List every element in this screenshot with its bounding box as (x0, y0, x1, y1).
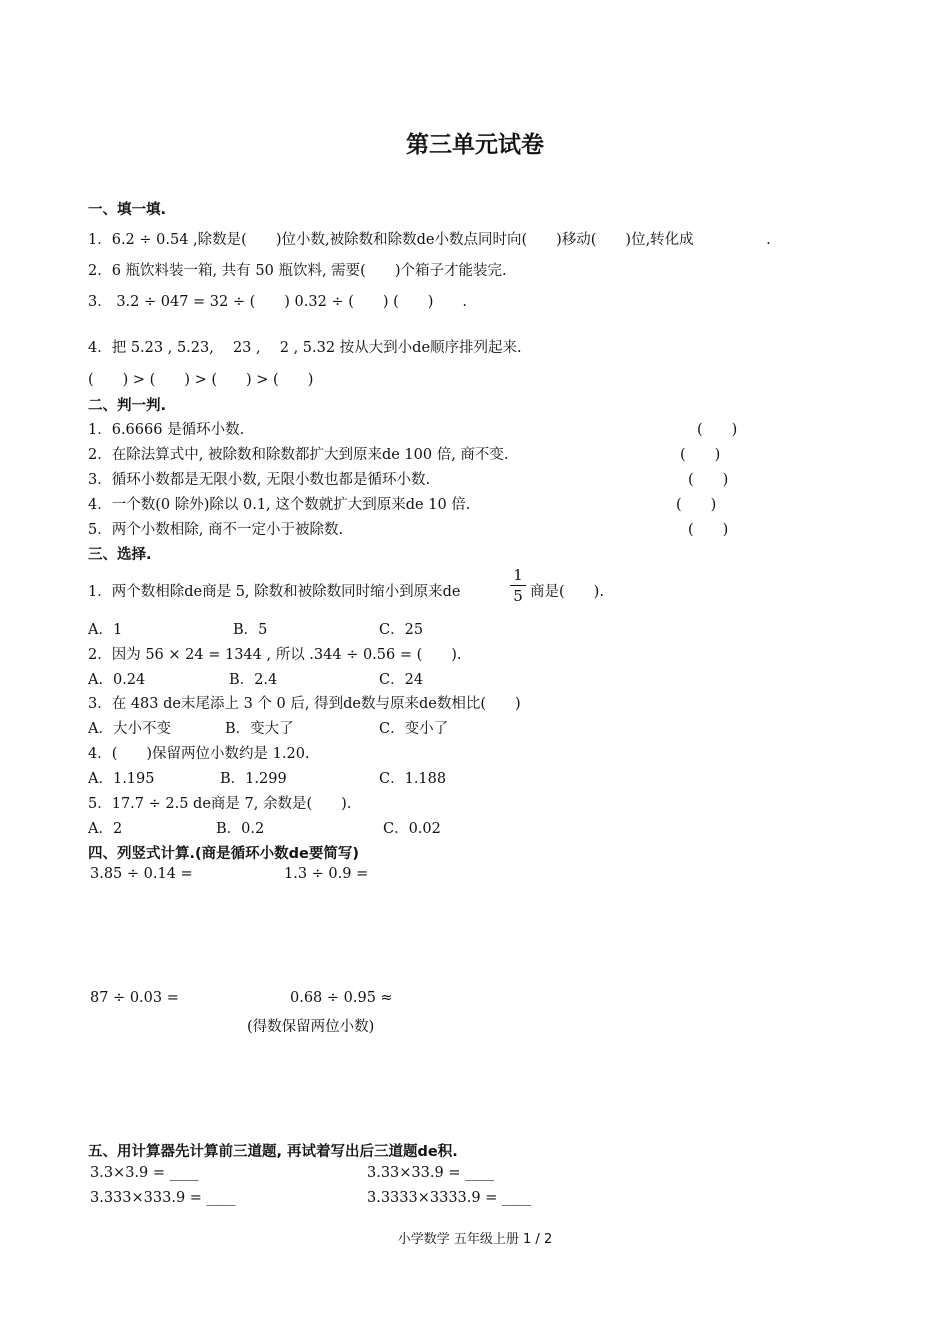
s3-q2-option-a: A．0.24 (88, 672, 146, 688)
s3-question-2: 2．因为 56 × 24 = 1344 , 所以 .344 ÷ 0.56 = ( ). (88, 647, 462, 663)
s5-expression-2: 3.33×33.9 = ____ (367, 1165, 495, 1181)
s4-expression-1: 3.85 ÷ 0.14 = (90, 866, 193, 882)
s2-item-4-bracket: ( ) (676, 497, 717, 513)
s3-q5-option-b: B．0.2 (216, 821, 265, 837)
s1-question-2: 2．6 瓶饮料装一箱, 共有 50 瓶饮料, 需要( )个箱子才能装完. (88, 263, 507, 279)
s3-q2-option-b: B．2.4 (229, 672, 278, 688)
s4-expression-4: 0.68 ÷ 0.95 ≈ (290, 990, 393, 1006)
s2-item-3-bracket: ( ) (688, 472, 729, 488)
s5-expression-3: 3.333×333.9 = ____ (90, 1190, 236, 1206)
s3-question-3: 3．在 483 de末尾添上 3 个 0 后, 得到de数与原来de数相比( ) (88, 696, 521, 712)
s3-question-5: 5．17.7 ÷ 2.5 de商是 7, 余数是( ). (88, 796, 352, 812)
s2-item-3: 3．循环小数都是无限小数, 无限小数也都是循环小数. (88, 472, 431, 488)
section-1-heading: 一、填一填. (88, 202, 167, 218)
section-2-heading: 二、判一判. (88, 398, 167, 414)
s3-q4-option-a: A．1.195 (88, 771, 155, 787)
s4-expression-2: 1.3 ÷ 0.9 = (284, 866, 369, 882)
s2-item-1-bracket: ( ) (697, 422, 738, 438)
s1-question-4-answer: ( ) > ( ) > ( ) > ( ) (88, 372, 314, 388)
s5-expression-1: 3.3×3.9 = ____ (90, 1165, 199, 1181)
s3-q5-option-a: A．2 (88, 821, 123, 837)
s2-item-5-bracket: ( ) (688, 522, 729, 538)
s3-q2-option-c: C．24 (379, 672, 424, 688)
section-4-heading: 四、列竖式计算.(商是循环小数de要简写) (88, 846, 359, 862)
fraction-numerator: 1 (513, 566, 523, 584)
s4-expression-3: 87 ÷ 0.03 = (90, 990, 179, 1006)
s2-item-4: 4．一个数(0 除外)除以 0.1, 这个数就扩大到原来de 10 倍. (88, 497, 471, 513)
s1-question-1: 1．6.2 ÷ 0.54 ,除数是( )位小数,被除数和除数de小数点同时向( )移动( )位,转化成 . (88, 232, 771, 248)
s3-question-1-fraction (510, 566, 526, 605)
s3-question-1-tail: 商是( ). (530, 584, 604, 600)
s2-item-5: 5．两个小数相除, 商不一定小于被除数. (88, 522, 344, 538)
s3-q5-option-c: C．0.02 (383, 821, 441, 837)
s3-q3-option-a: A．大小不变 (88, 721, 171, 737)
section-5-heading: 五、用计算器先计算前三道题, 再试着写出后三道题de积. (88, 1144, 458, 1160)
s2-item-2-bracket: ( ) (680, 447, 721, 463)
section-3-heading: 三、选择. (88, 547, 152, 563)
s3-q1-option-a: A．1 (88, 622, 123, 638)
s3-q4-option-b: B．1.299 (220, 771, 287, 787)
s3-q3-option-b: B．变大了 (225, 721, 294, 737)
s2-item-2: 2．在除法算式中, 被除数和除数都扩大到原来de 100 倍, 商不变. (88, 447, 509, 463)
s5-expression-4: 3.3333×3333.9 = ____ (367, 1190, 531, 1206)
s3-q4-option-c: C．1.188 (379, 771, 447, 787)
s3-question-4: 4．( )保留两位小数约是 1.20. (88, 746, 310, 762)
page-footer: 小学数学 五年级上册 1 / 2 (397, 1232, 553, 1247)
s2-item-1: 1．6.6666 是循环小数. (88, 422, 245, 438)
s4-expression-4-note: (得数保留两位小数) (247, 1019, 375, 1035)
s3-q1-option-c: C．25 (379, 622, 424, 638)
fraction-denominator: 5 (513, 587, 523, 605)
page-title: 第三单元试卷 (406, 132, 544, 158)
s3-q1-option-b: B．5 (233, 622, 268, 638)
s1-question-3: 3． 3.2 ÷ 047 = 32 ÷ ( ) 0.32 ÷ ( ) ( ) . (88, 294, 468, 310)
s1-question-4: 4．把 5.23 , 5.23, 23 , 2 , 5.32 按从大到小de顺序排列起来. (88, 340, 522, 356)
s3-q3-option-c: C．变小了 (379, 721, 449, 737)
s3-question-1-text: 1．两个数相除de商是 5, 除数和被除数同时缩小到原来de (88, 584, 461, 600)
